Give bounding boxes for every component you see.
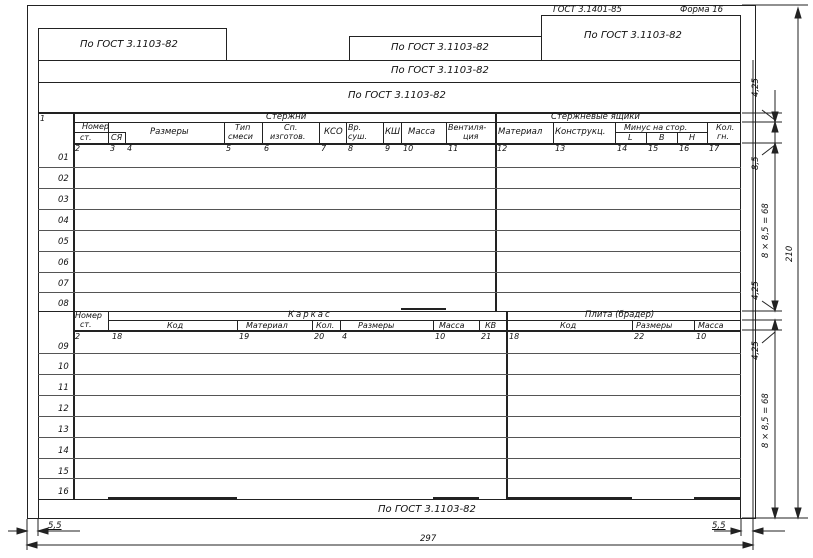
col-num: 3 <box>110 144 116 153</box>
row-label: 15 <box>58 467 69 477</box>
corner-number: 1 <box>40 114 46 123</box>
box-top-middle-text: По ГОСТ 3.1103-82 <box>391 42 489 53</box>
col-st: ст. <box>80 133 92 142</box>
col-count-2: гн. <box>717 132 729 141</box>
arrow-icon <box>27 542 37 548</box>
row-label: 08 <box>58 299 69 309</box>
col-num: 21 <box>481 332 492 341</box>
col-L: L <box>628 133 633 142</box>
col-kso: КСО <box>324 127 343 137</box>
arrow-icon <box>753 528 763 534</box>
col-num: 20 <box>314 332 325 341</box>
row-label: 02 <box>58 174 69 184</box>
col-dry-2: суш. <box>348 132 367 141</box>
col-num: 19 <box>239 332 250 341</box>
col-num: 6 <box>264 144 270 153</box>
col-kv: КВ <box>485 321 497 330</box>
col-num: 10 <box>403 144 414 153</box>
row-label: 01 <box>58 153 69 163</box>
col-sizes: Размеры <box>358 321 395 330</box>
box-top-left-text: По ГОСТ 3.1103-82 <box>80 39 178 50</box>
dim-top-margin: 4,25 <box>751 78 761 97</box>
box-row3-text: По ГОСТ 3.1103-82 <box>348 90 446 101</box>
col-construct: Конструкц. <box>555 127 606 137</box>
dim-row-height: 8,5 <box>751 156 761 170</box>
col-num: 18 <box>112 332 123 341</box>
col-count-1: Кол. <box>716 123 735 132</box>
col-num: 5 <box>226 144 232 153</box>
col-material: Материал <box>498 127 543 137</box>
col-num: 10 <box>696 332 707 341</box>
row-label: 06 <box>58 258 69 268</box>
arrow-icon <box>772 122 778 132</box>
col-plate-sizes: Размеры <box>636 321 673 330</box>
row-label: 04 <box>58 216 69 226</box>
col-num: 18 <box>509 332 520 341</box>
footer-text: По ГОСТ 3.1103-82 <box>378 504 476 515</box>
dim-mid-bottom: 4,25 <box>751 341 761 360</box>
standard-code: ГОСТ 3.1401-85 <box>553 5 622 15</box>
col-plate-mass: Масса <box>698 321 724 330</box>
group-rods: Стержни <box>266 112 307 122</box>
col-num: 22 <box>634 332 645 341</box>
col-num: 2 <box>75 332 81 341</box>
arrow-icon <box>795 8 801 18</box>
row-label: 03 <box>58 195 69 205</box>
col-mix-type-1: Тип <box>235 123 251 132</box>
col-sizes: Размеры <box>150 127 189 137</box>
arrow-icon <box>743 542 753 548</box>
col-dry-1: Вр. <box>348 123 362 132</box>
col-num: 8 <box>348 144 354 153</box>
group-plate: Плита (брадер) <box>585 310 655 320</box>
col-num: 16 <box>679 144 690 153</box>
col-number-1: Номер <box>75 311 102 320</box>
arrow-icon <box>17 528 27 534</box>
col-number-2: ст. <box>80 320 92 329</box>
arrow-icon <box>772 143 778 153</box>
col-code: Код <box>167 321 184 330</box>
arrow-icon <box>795 508 801 518</box>
dim-right-margin: 5,5 <box>712 521 726 531</box>
col-sya: СЯ <box>111 133 123 142</box>
row-label: 11 <box>58 383 69 393</box>
row-label: 14 <box>58 446 69 456</box>
col-num: 15 <box>648 144 659 153</box>
col-plate-code: Код <box>560 321 577 330</box>
box-top-right-text: По ГОСТ 3.1103-82 <box>584 30 682 41</box>
dim-height-total: 210 <box>785 245 795 262</box>
col-number: Номер <box>82 122 109 131</box>
row-label: 13 <box>58 425 69 435</box>
row-label: 05 <box>58 237 69 247</box>
col-num: 4 <box>342 332 348 341</box>
row-label: 07 <box>58 279 69 289</box>
col-vent-1: Вентиля- <box>448 123 487 132</box>
arrow-icon <box>38 528 48 534</box>
dim-mid-top: 4,25 <box>751 281 761 300</box>
group-core-boxes: Стержневые ящики <box>551 112 640 122</box>
col-num: 9 <box>385 144 391 153</box>
col-ksh: КШ <box>385 127 401 137</box>
row-label: 16 <box>58 487 69 497</box>
dim-lower-rows: 8 × 8,5 = 68 <box>761 393 771 448</box>
row-label: 09 <box>58 342 69 352</box>
arrow-icon <box>772 508 778 518</box>
col-minus: Минус на стор. <box>624 123 688 132</box>
col-num: 7 <box>321 144 327 153</box>
col-material: Материал <box>246 321 288 330</box>
col-B: В <box>659 133 665 142</box>
col-count: Кол. <box>316 321 335 330</box>
col-num: 12 <box>497 144 508 153</box>
dim-left-margin: 5,5 <box>48 521 62 531</box>
col-mass: Масса <box>408 127 436 137</box>
col-num: 4 <box>127 144 133 153</box>
row-label: 12 <box>58 404 69 414</box>
group-frame: Каркас <box>288 310 332 320</box>
col-method-2: изготов. <box>270 132 306 141</box>
col-num: 2 <box>75 144 81 153</box>
col-mix-type-2: смеси <box>228 132 253 141</box>
row-label: 10 <box>58 362 69 372</box>
form-number: Форма 16 <box>680 5 724 15</box>
dim-width-total: 297 <box>420 534 437 544</box>
dim-upper-rows: 8 × 8,5 = 68 <box>761 203 771 258</box>
box-row2-text: По ГОСТ 3.1103-82 <box>391 65 489 76</box>
leader-line <box>762 332 775 343</box>
col-num: 10 <box>435 332 446 341</box>
col-H: Н <box>689 133 696 142</box>
col-num: 13 <box>555 144 566 153</box>
col-method-1: Сп. <box>284 123 298 132</box>
col-vent-2: ция <box>463 132 479 141</box>
col-num: 17 <box>709 144 720 153</box>
arrow-icon <box>731 528 741 534</box>
col-num: 11 <box>448 144 459 153</box>
col-num: 14 <box>617 144 628 153</box>
col-mass: Масса <box>439 321 465 330</box>
